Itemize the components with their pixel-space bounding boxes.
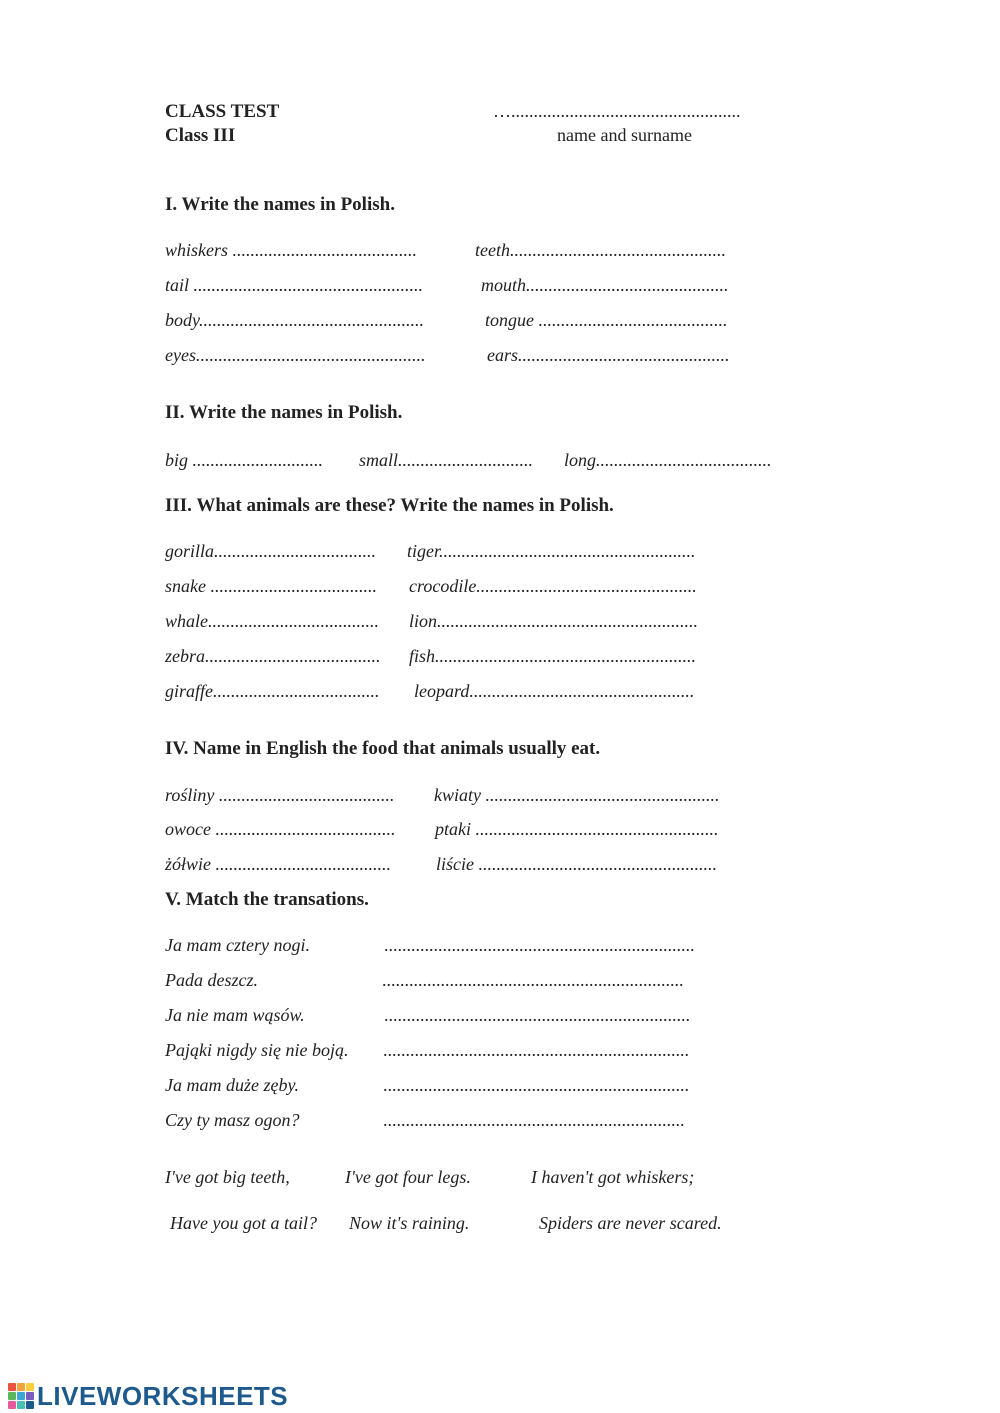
option-text: Have you got a tail? [170, 1213, 317, 1233]
list-item[interactable]: tongue .......................................... [485, 310, 728, 330]
sentence: Pająki nigdy się nie boją. [165, 1040, 349, 1060]
option-text: I've got four legs. [345, 1167, 471, 1187]
option-text: Spiders are never scared. [539, 1213, 722, 1233]
test-title: CLASS TEST [165, 101, 280, 122]
list-item[interactable]: body.................................................. [165, 310, 424, 330]
list-item[interactable]: whiskers ......................................... [165, 240, 417, 260]
list-item[interactable]: tail ................................................... [165, 275, 424, 295]
list-item[interactable]: gorilla.................................... [165, 541, 377, 561]
list-item[interactable]: crocodile................................................. [409, 576, 697, 596]
list-item[interactable]: zebra....................................... [165, 646, 381, 666]
list-item[interactable]: rośliny ....................................... [165, 785, 395, 805]
name-caption: name and surname [557, 125, 692, 145]
answer-line[interactable]: .................................................................... [383, 1075, 689, 1095]
section5-heading: V. Match the transations. [165, 889, 369, 910]
name-line[interactable]: …................................................... [493, 101, 741, 121]
answer-line[interactable]: .................................................................... [383, 1040, 689, 1060]
sentence: Pada deszcz. [165, 970, 258, 990]
list-item[interactable]: mouth............................................. [481, 275, 729, 295]
sentence: Ja mam cztery nogi. [165, 935, 310, 955]
option-text: I've got big teeth, [165, 1167, 290, 1187]
section4-heading: IV. Name in English the food that animals usually eat. [165, 738, 601, 759]
section3-heading: III. What animals are these? Write the names in Polish. [165, 495, 614, 516]
answer-line[interactable]: ................................................................... [383, 1110, 685, 1130]
list-item[interactable]: owoce ........................................ [165, 819, 396, 839]
sentence: Czy ty masz ogon? [165, 1110, 300, 1130]
sentence: Ja mam duże zęby. [165, 1075, 299, 1095]
list-item[interactable]: fish.......................................................... [409, 646, 697, 666]
list-item[interactable]: big ............................. [165, 450, 324, 470]
list-item[interactable]: tiger......................................................... [407, 541, 696, 561]
sentence: Ja nie mam wąsów. [165, 1005, 305, 1025]
list-item[interactable]: small.............................. [359, 450, 534, 470]
list-item[interactable]: ptaki ...................................................... [435, 819, 719, 839]
section2-heading: II. Write the names in Polish. [165, 402, 403, 423]
list-item[interactable]: kwiaty .................................................... [434, 785, 720, 805]
list-item[interactable]: eyes................................................... [165, 345, 426, 365]
list-item[interactable]: teeth................................................ [475, 240, 726, 260]
list-item[interactable]: snake ..................................... [165, 576, 377, 596]
class-label: Class III [165, 125, 236, 146]
logo-text: LIVEWORKSHEETS [37, 1380, 289, 1411]
list-item[interactable]: żółwie ....................................... [165, 854, 392, 874]
list-item[interactable]: whale...................................... [165, 611, 379, 631]
section1-heading: I. Write the names in Polish. [165, 194, 395, 215]
list-item[interactable]: long....................................... [564, 450, 772, 470]
list-item[interactable]: lion.......................................................... [409, 611, 699, 631]
answer-line[interactable]: .................................................................... [384, 1005, 690, 1025]
list-item[interactable]: liście ..................................................... [436, 854, 717, 874]
list-item[interactable]: leopard.................................................. [414, 681, 695, 701]
option-text: I haven't got whiskers; [531, 1167, 695, 1187]
answer-line[interactable]: ................................................................... [382, 970, 684, 990]
list-item[interactable]: giraffe..................................... [165, 681, 380, 701]
list-item[interactable]: ears............................................... [487, 345, 730, 365]
answer-line[interactable]: ..................................................................... [384, 935, 695, 955]
liveworksheets-logo [8, 1381, 288, 1411]
option-text: Now it's raining. [349, 1213, 470, 1233]
logo-grid-icon [8, 1383, 34, 1409]
